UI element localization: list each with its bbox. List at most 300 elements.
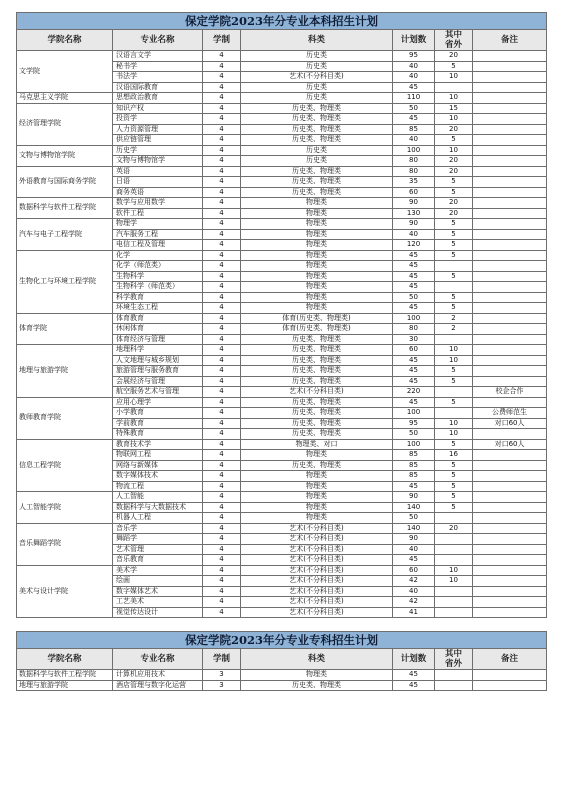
plan-count-cell: 45 — [393, 114, 435, 125]
major-name-cell: 音乐学 — [113, 523, 203, 534]
note-cell — [473, 135, 547, 146]
major-name-cell: 美术学 — [113, 565, 203, 576]
out-of-province-cell: 5 — [435, 271, 473, 282]
out-of-province-cell: 5 — [435, 376, 473, 387]
subject-category-cell: 艺术(不分科目类) — [241, 555, 393, 566]
plan-count-cell: 85 — [393, 471, 435, 482]
major-name-cell: 计算机应用技术 — [113, 670, 203, 681]
subject-category-cell: 艺术(不分科目类) — [241, 544, 393, 555]
note-cell — [473, 513, 547, 524]
note-cell — [473, 51, 547, 62]
major-name-cell: 数字媒体技术 — [113, 471, 203, 482]
study-years-cell: 4 — [203, 229, 241, 240]
subject-category-cell: 物理类 — [241, 303, 393, 314]
subject-category-cell: 物理类 — [241, 450, 393, 461]
plan-count-cell: 100 — [393, 313, 435, 324]
study-years-cell: 4 — [203, 481, 241, 492]
plan-count-cell: 120 — [393, 240, 435, 251]
major-name-cell: 小学教育 — [113, 408, 203, 419]
out-of-province-cell — [435, 82, 473, 93]
column-header-out-of-province: 其中 省外 — [435, 30, 473, 51]
college-name-cell: 美术与设计学院 — [17, 565, 113, 618]
subject-category-cell: 物理类 — [241, 513, 393, 524]
out-of-province-cell: 5 — [435, 439, 473, 450]
subject-category-cell: 物理类 — [241, 219, 393, 230]
major-name-cell: 绘画 — [113, 576, 203, 587]
study-years-cell: 4 — [203, 366, 241, 377]
plan-count-cell: 100 — [393, 439, 435, 450]
subject-category-cell: 历史类、物理类 — [241, 355, 393, 366]
subject-category-cell: 历史类、物理类 — [241, 376, 393, 387]
table-spacer — [16, 618, 546, 631]
college-name-cell: 外语教育与国际商务学院 — [17, 166, 113, 198]
plan-count-cell: 45 — [393, 282, 435, 293]
college-name-cell: 马克思主义学院 — [17, 93, 113, 104]
major-name-cell: 投资学 — [113, 114, 203, 125]
major-name-cell: 软件工程 — [113, 208, 203, 219]
major-name-cell: 秘书学 — [113, 61, 203, 72]
table-row — [17, 93, 547, 104]
column-header-subject: 科类 — [241, 649, 393, 670]
plan-count-cell: 130 — [393, 208, 435, 219]
subject-category-cell: 物理类 — [241, 229, 393, 240]
note-cell — [473, 177, 547, 188]
subject-category-cell: 艺术(不分科目类) — [241, 576, 393, 587]
major-name-cell: 人力资源管理 — [113, 124, 203, 135]
major-name-cell: 文物与博物馆学 — [113, 156, 203, 167]
note-cell — [473, 376, 547, 387]
note-cell — [473, 471, 547, 482]
undergrad-table-body — [17, 51, 547, 618]
study-years-cell: 3 — [203, 670, 241, 681]
out-of-province-cell — [435, 513, 473, 524]
out-of-province-cell — [435, 334, 473, 345]
major-name-cell: 应用心理学 — [113, 397, 203, 408]
column-header-major: 专业名称 — [113, 30, 203, 51]
major-name-cell: 工艺美术 — [113, 597, 203, 608]
note-cell — [473, 114, 547, 125]
out-of-province-cell — [435, 680, 473, 691]
column-header-college: 学院名称 — [17, 649, 113, 670]
major-name-cell: 化学 — [113, 250, 203, 261]
undergrad-table-title: 保定学院2023年分专业本科招生计划 — [17, 13, 547, 30]
study-years-cell: 4 — [203, 324, 241, 335]
specialist-table-body — [17, 670, 547, 691]
column-header-subject: 科类 — [241, 30, 393, 51]
study-years-cell: 4 — [203, 187, 241, 198]
plan-count-cell: 45 — [393, 481, 435, 492]
subject-category-cell: 历史类 — [241, 61, 393, 72]
study-years-cell: 4 — [203, 345, 241, 356]
major-name-cell: 航空服务艺术与管理 — [113, 387, 203, 398]
note-cell — [473, 82, 547, 93]
major-name-cell: 数学与应用数学 — [113, 198, 203, 209]
note-cell — [473, 187, 547, 198]
study-years-cell: 4 — [203, 513, 241, 524]
major-name-cell: 化学（师范类） — [113, 261, 203, 272]
major-name-cell: 音乐教育 — [113, 555, 203, 566]
study-years-cell: 4 — [203, 145, 241, 156]
college-name-cell: 音乐舞蹈学院 — [17, 523, 113, 565]
table-row — [17, 198, 547, 209]
note-cell — [473, 198, 547, 209]
major-name-cell: 日语 — [113, 177, 203, 188]
out-of-province-cell: 5 — [435, 61, 473, 72]
out-of-province-cell: 10 — [435, 576, 473, 587]
college-name-cell: 信息工程学院 — [17, 439, 113, 492]
major-name-cell: 休闲体育 — [113, 324, 203, 335]
plan-count-cell: 90 — [393, 534, 435, 545]
study-years-cell: 4 — [203, 597, 241, 608]
subject-category-cell: 物理类 — [241, 261, 393, 272]
table-row — [17, 439, 547, 450]
table-row — [17, 51, 547, 62]
table-row — [17, 565, 547, 576]
major-name-cell: 会展经济与管理 — [113, 376, 203, 387]
major-name-cell: 科学教育 — [113, 292, 203, 303]
college-name-cell: 文物与博物馆学院 — [17, 145, 113, 166]
study-years-cell: 4 — [203, 82, 241, 93]
plan-count-cell: 140 — [393, 523, 435, 534]
note-cell — [473, 680, 547, 691]
note-cell — [473, 544, 547, 555]
subject-category-cell: 物理类 — [241, 198, 393, 209]
out-of-province-cell: 20 — [435, 198, 473, 209]
major-name-cell: 艺术管理 — [113, 544, 203, 555]
note-cell — [473, 303, 547, 314]
study-years-cell: 4 — [203, 429, 241, 440]
out-of-province-cell: 10 — [435, 72, 473, 83]
major-name-cell: 思想政治教育 — [113, 93, 203, 104]
study-years-cell: 4 — [203, 240, 241, 251]
column-header-out-of-province: 其中 省外 — [435, 649, 473, 670]
plan-count-cell: 45 — [393, 397, 435, 408]
note-cell — [473, 670, 547, 681]
column-header-note: 备注 — [473, 30, 547, 51]
study-years-cell: 4 — [203, 51, 241, 62]
study-years-cell: 4 — [203, 93, 241, 104]
subject-category-cell: 历史类 — [241, 82, 393, 93]
out-of-province-cell: 5 — [435, 292, 473, 303]
subject-category-cell: 物理类 — [241, 492, 393, 503]
plan-count-cell: 45 — [393, 376, 435, 387]
major-name-cell: 视觉传达设计 — [113, 607, 203, 618]
major-name-cell: 知识产权 — [113, 103, 203, 114]
subject-category-cell: 物理类 — [241, 250, 393, 261]
plan-count-cell: 95 — [393, 51, 435, 62]
out-of-province-cell: 5 — [435, 250, 473, 261]
note-cell — [473, 72, 547, 83]
subject-category-cell: 艺术(不分科目类) — [241, 565, 393, 576]
note-cell — [473, 492, 547, 503]
plan-count-cell: 60 — [393, 345, 435, 356]
study-years-cell: 4 — [203, 492, 241, 503]
plan-count-cell: 50 — [393, 513, 435, 524]
note-cell — [473, 282, 547, 293]
note-cell — [473, 324, 547, 335]
study-years-cell: 4 — [203, 355, 241, 366]
college-name-cell: 地理与旅游学院 — [17, 345, 113, 398]
plan-count-cell: 45 — [393, 670, 435, 681]
out-of-province-cell: 5 — [435, 502, 473, 513]
out-of-province-cell: 5 — [435, 492, 473, 503]
plan-count-cell: 85 — [393, 124, 435, 135]
note-cell — [473, 93, 547, 104]
plan-count-cell: 85 — [393, 450, 435, 461]
out-of-province-cell: 20 — [435, 208, 473, 219]
major-name-cell: 机器人工程 — [113, 513, 203, 524]
subject-category-cell: 历史类、物理类 — [241, 124, 393, 135]
study-years-cell: 4 — [203, 586, 241, 597]
major-name-cell: 供应链管理 — [113, 135, 203, 146]
major-name-cell: 物理学 — [113, 219, 203, 230]
study-years-cell: 4 — [203, 114, 241, 125]
plan-count-cell: 50 — [393, 103, 435, 114]
study-years-cell: 4 — [203, 502, 241, 513]
major-name-cell: 书法学 — [113, 72, 203, 83]
major-name-cell: 体育教育 — [113, 313, 203, 324]
subject-category-cell: 物理类 — [241, 670, 393, 681]
table-row — [17, 219, 547, 230]
plan-count-cell: 90 — [393, 219, 435, 230]
column-header-years: 学制 — [203, 30, 241, 51]
column-header-years: 学制 — [203, 649, 241, 670]
subject-category-cell: 历史类、物理类 — [241, 408, 393, 419]
out-of-province-cell — [435, 534, 473, 545]
study-years-cell: 4 — [203, 471, 241, 482]
table-row — [17, 145, 547, 156]
out-of-province-cell: 10 — [435, 418, 473, 429]
note-cell — [473, 534, 547, 545]
study-years-cell: 4 — [203, 439, 241, 450]
major-name-cell: 人文地理与城乡规划 — [113, 355, 203, 366]
subject-category-cell: 历史类、物理类 — [241, 177, 393, 188]
major-name-cell: 物流工程 — [113, 481, 203, 492]
out-of-province-cell: 5 — [435, 397, 473, 408]
subject-category-cell: 历史类、物理类 — [241, 166, 393, 177]
note-cell: 校企合作 — [473, 387, 547, 398]
out-of-province-cell: 20 — [435, 156, 473, 167]
out-of-province-cell: 2 — [435, 313, 473, 324]
subject-category-cell: 历史类、物理类 — [241, 345, 393, 356]
major-name-cell: 数据科学与大数据技术 — [113, 502, 203, 513]
major-name-cell: 环境生态工程 — [113, 303, 203, 314]
study-years-cell: 4 — [203, 607, 241, 618]
note-cell — [473, 124, 547, 135]
major-name-cell: 地理科学 — [113, 345, 203, 356]
major-name-cell: 物联网工程 — [113, 450, 203, 461]
out-of-province-cell — [435, 282, 473, 293]
out-of-province-cell: 10 — [435, 93, 473, 104]
plan-count-cell: 30 — [393, 334, 435, 345]
note-cell — [473, 292, 547, 303]
college-name-cell: 汽车与电子工程学院 — [17, 219, 113, 251]
study-years-cell: 4 — [203, 534, 241, 545]
plan-count-cell: 40 — [393, 544, 435, 555]
plan-count-cell: 50 — [393, 429, 435, 440]
study-years-cell: 4 — [203, 282, 241, 293]
out-of-province-cell: 5 — [435, 177, 473, 188]
column-header-plan: 计划数 — [393, 649, 435, 670]
out-of-province-cell — [435, 261, 473, 272]
study-years-cell: 4 — [203, 303, 241, 314]
study-years-cell: 4 — [203, 156, 241, 167]
subject-category-cell: 历史类、物理类 — [241, 187, 393, 198]
note-cell — [473, 597, 547, 608]
note-cell — [473, 103, 547, 114]
major-name-cell: 特殊教育 — [113, 429, 203, 440]
out-of-province-cell — [435, 544, 473, 555]
specialist-table-title: 保定学院2023年分专业专科招生计划 — [17, 632, 547, 649]
study-years-cell: 4 — [203, 565, 241, 576]
plan-count-cell: 110 — [393, 93, 435, 104]
plan-count-cell: 45 — [393, 303, 435, 314]
study-years-cell: 4 — [203, 271, 241, 282]
subject-category-cell: 体育(历史类、物理类) — [241, 324, 393, 335]
college-name-cell: 体育学院 — [17, 313, 113, 345]
major-name-cell: 汉语言文学 — [113, 51, 203, 62]
plan-count-cell: 60 — [393, 187, 435, 198]
out-of-province-cell: 15 — [435, 103, 473, 114]
plan-count-cell: 100 — [393, 145, 435, 156]
note-cell — [473, 61, 547, 72]
subject-category-cell: 历史类、物理类 — [241, 680, 393, 691]
study-years-cell: 4 — [203, 555, 241, 566]
subject-category-cell: 物理类、对口 — [241, 439, 393, 450]
study-years-cell: 4 — [203, 124, 241, 135]
major-name-cell: 生物科学 — [113, 271, 203, 282]
plan-count-cell: 42 — [393, 597, 435, 608]
subject-category-cell: 历史类、物理类 — [241, 397, 393, 408]
subject-category-cell: 历史类、物理类 — [241, 460, 393, 471]
note-cell — [473, 481, 547, 492]
plan-count-cell: 140 — [393, 502, 435, 513]
out-of-province-cell: 5 — [435, 460, 473, 471]
college-name-cell: 生物化工与环境工程学院 — [17, 250, 113, 313]
study-years-cell: 4 — [203, 418, 241, 429]
plan-count-cell: 45 — [393, 261, 435, 272]
note-cell — [473, 166, 547, 177]
college-name-cell: 经济管理学院 — [17, 103, 113, 145]
study-years-cell: 3 — [203, 680, 241, 691]
study-years-cell: 4 — [203, 61, 241, 72]
plan-count-cell: 50 — [393, 292, 435, 303]
note-cell — [473, 586, 547, 597]
out-of-province-cell — [435, 555, 473, 566]
table-row — [17, 680, 547, 691]
subject-category-cell: 物理类 — [241, 502, 393, 513]
study-years-cell: 4 — [203, 219, 241, 230]
subject-category-cell: 历史类、物理类 — [241, 114, 393, 125]
table-row — [17, 523, 547, 534]
study-years-cell: 4 — [203, 313, 241, 324]
note-cell — [473, 502, 547, 513]
college-name-cell: 文学院 — [17, 51, 113, 93]
enrollment-plan-page — [16, 12, 546, 691]
out-of-province-cell: 5 — [435, 366, 473, 377]
note-cell: 公费师范生 — [473, 408, 547, 419]
study-years-cell: 4 — [203, 208, 241, 219]
study-years-cell: 4 — [203, 250, 241, 261]
subject-category-cell: 物理类 — [241, 481, 393, 492]
out-of-province-cell: 16 — [435, 450, 473, 461]
out-of-province-cell: 5 — [435, 219, 473, 230]
major-name-cell: 生物科学（师范类） — [113, 282, 203, 293]
table-row — [17, 250, 547, 261]
subject-category-cell: 艺术(不分科目类) — [241, 523, 393, 534]
subject-category-cell: 艺术(不分科目类) — [241, 607, 393, 618]
note-cell — [473, 219, 547, 230]
study-years-cell: 4 — [203, 544, 241, 555]
column-header-plan: 计划数 — [393, 30, 435, 51]
out-of-province-cell: 10 — [435, 565, 473, 576]
subject-category-cell: 物理类 — [241, 471, 393, 482]
subject-category-cell: 物理类 — [241, 208, 393, 219]
subject-category-cell: 艺术(不分科目类) — [241, 387, 393, 398]
plan-count-cell: 40 — [393, 229, 435, 240]
table-row — [17, 313, 547, 324]
out-of-province-cell — [435, 387, 473, 398]
note-cell — [473, 397, 547, 408]
plan-count-cell: 42 — [393, 576, 435, 587]
major-name-cell: 数字媒体艺术 — [113, 586, 203, 597]
study-years-cell: 4 — [203, 72, 241, 83]
plan-count-cell: 95 — [393, 418, 435, 429]
plan-count-cell: 85 — [393, 460, 435, 471]
major-name-cell: 商务英语 — [113, 187, 203, 198]
out-of-province-cell — [435, 408, 473, 419]
plan-count-cell: 80 — [393, 324, 435, 335]
plan-count-cell: 45 — [393, 271, 435, 282]
out-of-province-cell: 20 — [435, 124, 473, 135]
subject-category-cell: 体育(历史类、物理类) — [241, 313, 393, 324]
subject-category-cell: 历史类 — [241, 145, 393, 156]
subject-category-cell: 物理类 — [241, 240, 393, 251]
college-name-cell: 地理与旅游学院 — [17, 680, 113, 691]
note-cell — [473, 345, 547, 356]
out-of-province-cell: 20 — [435, 51, 473, 62]
plan-count-cell: 45 — [393, 82, 435, 93]
subject-category-cell: 物理类 — [241, 282, 393, 293]
plan-count-cell: 100 — [393, 408, 435, 419]
out-of-province-cell: 10 — [435, 114, 473, 125]
out-of-province-cell — [435, 586, 473, 597]
note-cell — [473, 313, 547, 324]
note-cell — [473, 145, 547, 156]
subject-category-cell: 历史类 — [241, 156, 393, 167]
subject-category-cell: 艺术(不分科目类) — [241, 534, 393, 545]
out-of-province-cell: 10 — [435, 145, 473, 156]
table-row — [17, 397, 547, 408]
note-cell — [473, 240, 547, 251]
out-of-province-cell: 5 — [435, 471, 473, 482]
undergrad-header-row — [17, 30, 547, 51]
major-name-cell: 英语 — [113, 166, 203, 177]
plan-count-cell: 40 — [393, 72, 435, 83]
note-cell — [473, 460, 547, 471]
major-name-cell: 历史学 — [113, 145, 203, 156]
subject-category-cell: 历史类 — [241, 51, 393, 62]
plan-count-cell: 45 — [393, 250, 435, 261]
note-cell — [473, 607, 547, 618]
specialist-header-row — [17, 649, 547, 670]
column-header-note: 备注 — [473, 649, 547, 670]
plan-count-cell: 80 — [393, 156, 435, 167]
study-years-cell: 4 — [203, 198, 241, 209]
college-name-cell: 数据科学与软件工程学院 — [17, 670, 113, 681]
study-years-cell: 4 — [203, 576, 241, 587]
out-of-province-cell — [435, 670, 473, 681]
